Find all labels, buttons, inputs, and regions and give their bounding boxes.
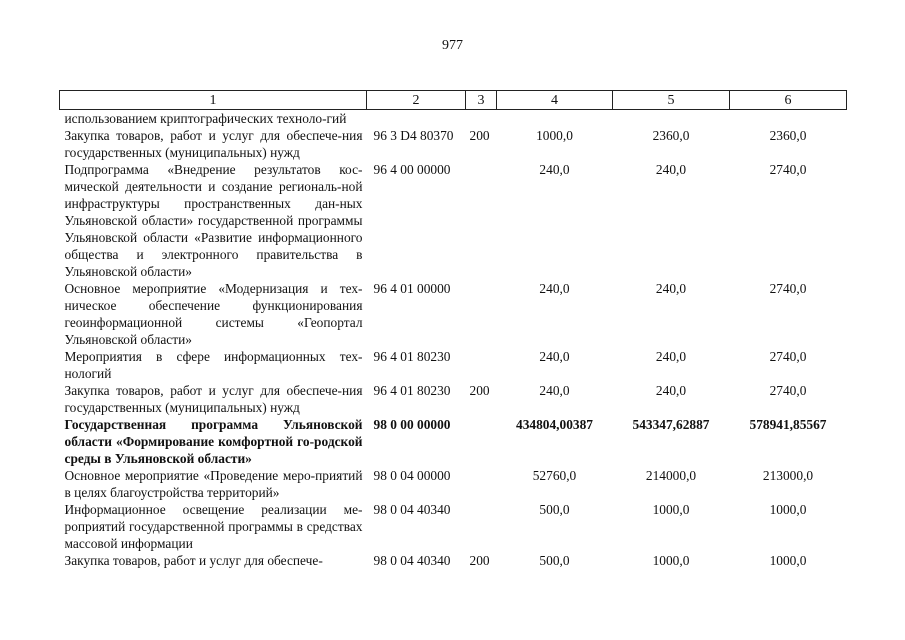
row-name-cell: Основное мероприятие «Модернизация и тех-ническое обеспечение функционирования геоинформационной системы «Геопортал Ульяновской области»	[64, 281, 363, 347]
row-value-2-cell: 240,0	[655, 281, 687, 296]
table-row	[60, 501, 847, 552]
row-name-cell: Закупка товаров, работ и услуг для обеспече-	[64, 553, 323, 568]
row-value-2-cell: 240,0	[655, 383, 687, 398]
row-name-cell: Основное мероприятие «Проведение меро-приятий в целях благоустройства территорий»	[64, 468, 363, 500]
row-value-1-cell: 52760,0	[532, 468, 577, 483]
column-header-value-1: 4	[497, 91, 613, 110]
row-value-2-cell: 2360,0	[652, 128, 690, 143]
column-header-code: 2	[367, 91, 466, 110]
row-value-2-cell: 1000,0	[652, 553, 690, 568]
row-name-cell: Закупка товаров, работ и услуг для обеспече-ния государственных (муниципальных) нужд	[64, 128, 363, 160]
row-value-3-cell: 2360,0	[769, 128, 807, 143]
row-type-cell: 200	[469, 553, 490, 568]
column-header-type: 3	[466, 91, 497, 110]
column-header-value-3: 6	[730, 91, 847, 110]
row-name-cell: Мероприятия в сфере информационных тех-нологий	[64, 349, 363, 381]
row-type-cell	[466, 501, 497, 552]
row-value-2-cell: 240,0	[655, 349, 687, 364]
row-type-cell	[466, 110, 497, 128]
row-type-cell	[466, 280, 497, 348]
table-row	[60, 382, 847, 416]
table-row	[60, 127, 847, 161]
table-row	[60, 161, 847, 280]
row-value-3-cell: 578941,85567	[749, 417, 827, 432]
row-code-cell	[367, 110, 466, 128]
row-code-cell: 96 4 00 00000	[373, 162, 451, 177]
row-name-cell: Государственная программа Ульяновской области «Формирование комфортной го-родской среды в Ульяновской области»	[64, 417, 363, 466]
page-number: 977	[442, 38, 463, 53]
row-type-cell	[466, 467, 497, 501]
row-code-cell: 98 0 00 00000	[373, 417, 451, 432]
table-header	[60, 91, 847, 110]
row-name-cell: Информационное освещение реализации ме-роприятий государственной программы в средствах массовой информации	[64, 502, 363, 551]
row-value-3-cell	[730, 110, 847, 128]
row-value-2-cell: 543347,62887	[632, 417, 710, 432]
table-row	[60, 348, 847, 382]
table-row	[60, 416, 847, 467]
budget-table	[59, 90, 847, 569]
row-value-3-cell: 2740,0	[769, 281, 807, 296]
row-code-cell: 96 4 01 00000	[373, 281, 451, 296]
row-value-2-cell	[613, 110, 730, 128]
row-value-1-cell: 500,0	[539, 502, 570, 517]
column-header-name: 1	[60, 91, 367, 110]
row-value-1-cell: 240,0	[539, 281, 570, 296]
row-value-1-cell: 500,0	[539, 553, 570, 568]
row-value-1-cell	[497, 110, 613, 128]
row-value-3-cell: 213000,0	[762, 468, 814, 483]
row-type-cell: 200	[469, 128, 490, 143]
row-code-cell: 98 0 04 40340	[373, 502, 451, 517]
table-row	[60, 552, 847, 569]
table-body	[60, 110, 847, 570]
row-value-2-cell: 214000,0	[645, 468, 697, 483]
row-value-1-cell: 240,0	[539, 383, 570, 398]
row-value-1-cell: 240,0	[539, 349, 570, 364]
row-value-1-cell: 434804,00387	[516, 417, 593, 432]
row-code-cell: 98 0 04 40340	[373, 553, 451, 568]
row-type-cell	[466, 161, 497, 280]
row-code-cell: 96 4 01 80230	[373, 383, 451, 398]
row-value-2-cell: 240,0	[655, 162, 687, 177]
row-value-3-cell: 2740,0	[769, 383, 807, 398]
row-value-1-cell: 240,0	[539, 162, 570, 177]
row-code-cell: 96 4 01 80230	[373, 349, 451, 364]
row-type-cell	[466, 348, 497, 382]
row-value-3-cell: 1000,0	[769, 553, 807, 568]
row-value-1-cell: 1000,0	[536, 128, 573, 143]
row-code-cell: 96 3 D4 80370	[373, 128, 454, 143]
row-name-cell: Подпрограмма «Внедрение результатов кос-мической деятельности и создание региональ-ной инфраструктуры пространственных дан-ных Ульяновской области» государственной программы Ульяновской области «Развитие информационного общества и электронного правительства в Ульяновской области»	[64, 162, 363, 279]
row-value-3-cell: 2740,0	[769, 349, 807, 364]
row-type-cell	[466, 416, 497, 467]
table-row	[60, 467, 847, 501]
row-code-cell: 98 0 04 00000	[373, 468, 451, 483]
row-value-3-cell: 2740,0	[769, 162, 807, 177]
column-header-value-2: 5	[613, 91, 730, 110]
table-row	[60, 280, 847, 348]
row-name-cell: использованием криптографических техноло-гий	[64, 111, 347, 126]
row-type-cell: 200	[469, 383, 490, 398]
row-value-2-cell: 1000,0	[652, 502, 690, 517]
table-row	[60, 110, 847, 128]
header-row	[60, 91, 847, 110]
row-name-cell: Закупка товаров, работ и услуг для обеспече-ния государственных (муниципальных) нужд	[64, 383, 363, 415]
row-value-3-cell: 1000,0	[769, 502, 807, 517]
